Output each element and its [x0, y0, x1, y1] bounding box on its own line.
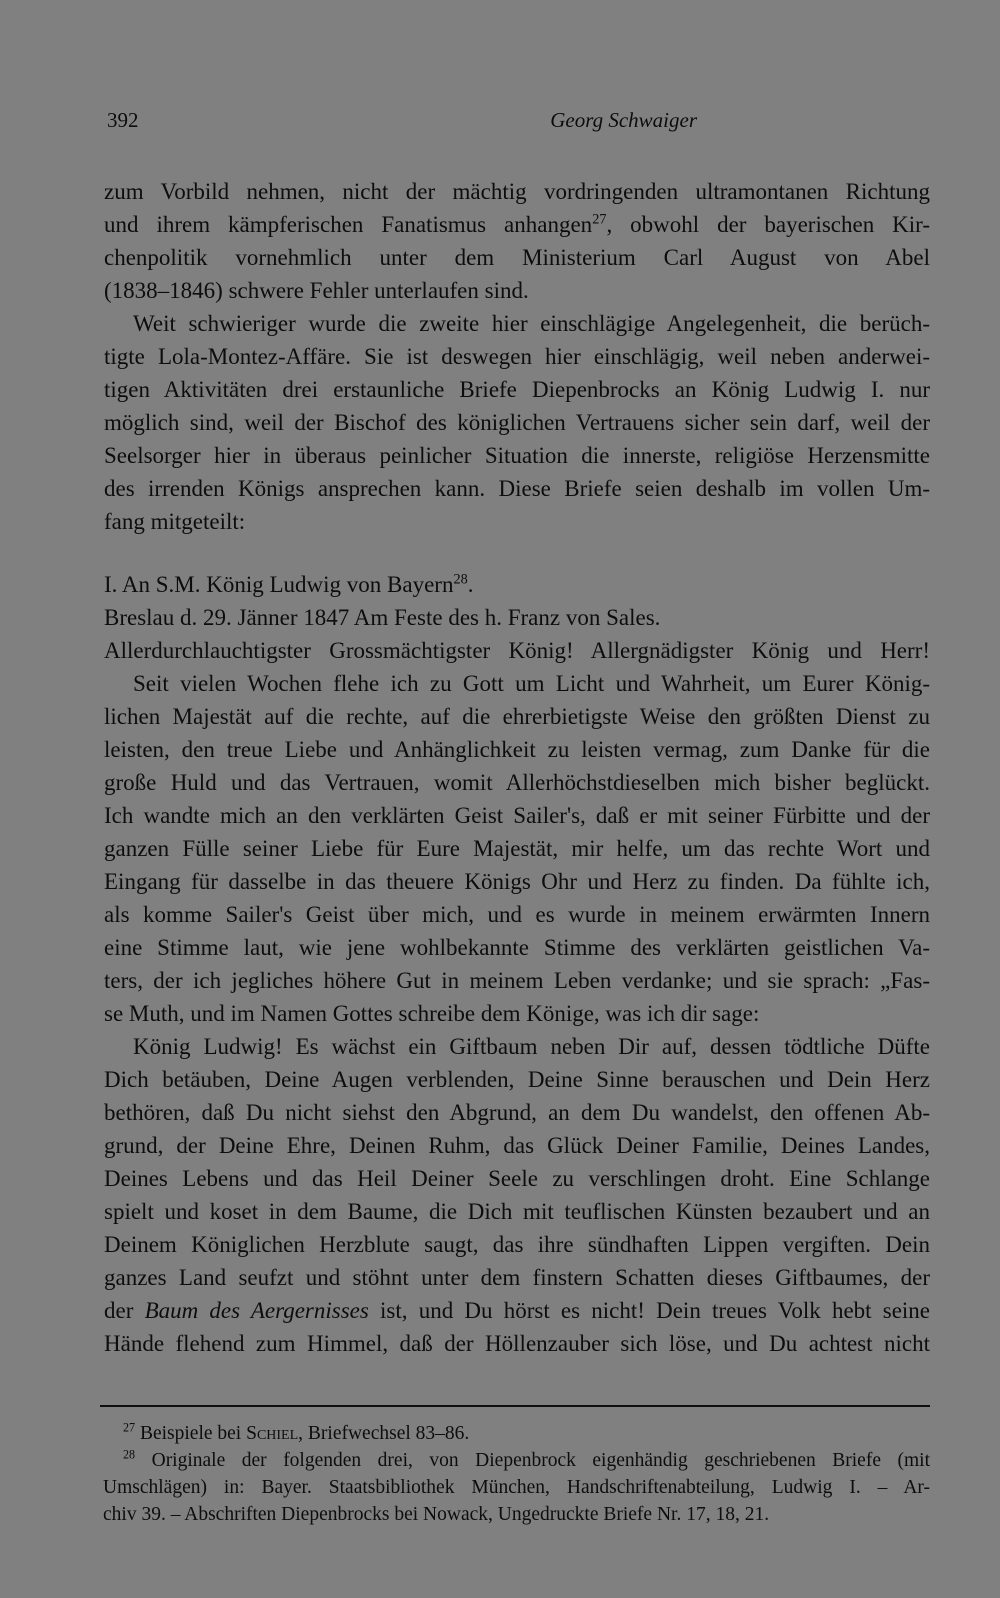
text-line: ganzen Fülle seiner Liebe für Eure Majestät, mir helfe, um das rechte Wort und — [104, 836, 930, 861]
text-line — [104, 208, 930, 241]
text-line: des irrenden Königs ansprechen kann. Diese Briefe seien deshalb im vollen Um- — [104, 476, 930, 501]
text-line: zum Vorbild nehmen, nicht der mächtig vordringenden ultramontanen Richtung — [104, 179, 930, 204]
text-fragment: . — [467, 572, 474, 597]
running-head: Georg Schwaiger — [550, 108, 697, 132]
text-fragment: ist, und Du hörst es nicht! Dein treues Volk hebt seine — [368, 1298, 930, 1323]
text-line: Deinem Königlichen Herzblute saugt, das ihre sündhaften Lippen vergiften. Dein — [104, 1232, 930, 1257]
text-fragment: I. An S.M. König Ludwig von Bayern — [104, 572, 454, 597]
text-line: große Huld und das Vertrauen, womit Allerhöchstdieselben mich bisher beglückt. — [104, 770, 930, 795]
body-text — [104, 175, 930, 1360]
letter-salutation: Allerdurchlauchtigster Grossmächtigster König! Allergnädigster König und Herr! — [104, 638, 930, 663]
footnote-28-line: Umschlägen) in: Bayer. Staatsbibliothek München, Handschriftenabteilung, Ludwig I. – Ar- — [103, 1477, 930, 1498]
letter-dateline: Breslau d. 29. Jänner 1847 Am Feste des h. Franz von Sales. — [104, 605, 661, 630]
text-fragment: und ihrem kämpferischen Fanatismus anhangen — [104, 212, 593, 237]
letter-heading — [104, 568, 930, 601]
footnotes — [103, 1420, 930, 1528]
page-header — [107, 108, 922, 148]
text-line: leisten, den treue Liebe und Anhänglichkeit zu leisten vermag, zum Danke für die — [104, 737, 930, 762]
text-line: (1838–1846) schwere Fehler unterlaufen sind. — [104, 278, 529, 303]
footnote-28 — [103, 1447, 930, 1474]
text-line: lichen Majestät auf die rechte, auf die ehrerbietigste Weise den größten Dienst zu — [104, 704, 930, 729]
text-line: Dich betäuben, Deine Augen verblenden, Deine Sinne berauschen und Dein Herz — [104, 1067, 930, 1092]
footnote-ref-27: 27 — [592, 211, 607, 228]
text-line: tigen Aktivitäten drei erstaunliche Briefe Diepenbrocks an König Ludwig I. nur — [104, 377, 930, 402]
page-number: 392 — [107, 108, 139, 132]
paragraph-gap — [104, 538, 930, 568]
text-line: Ich wandte mich an den verklärten Geist Sailer's, daß er mit seiner Fürbitte und der — [104, 803, 930, 828]
text-line: Seit vielen Wochen flehe ich zu Gott um Licht und Wahrheit, um Eurer König- — [133, 671, 930, 696]
text-line: als komme Sailer's Geist über mich, und es wurde in meinem erwärmten Innern — [104, 902, 930, 927]
text-fragment: , obwohl der bayerischen Kir- — [606, 212, 930, 237]
text-fragment: Beispiele bei — [139, 1423, 247, 1444]
text-fragment: der — [104, 1298, 145, 1323]
text-line: se Muth, und im Namen Gottes schreibe dem Königе, was ich dir sage: — [104, 1001, 760, 1026]
text-line: Seelsorger hier in überaus peinlicher Situation die innerste, religiöse Herzensmitte — [104, 443, 930, 468]
text-line: bethören, daß Du nicht siehst den Abgrund, an dem Du wandelst, den offenen Ab- — [104, 1100, 930, 1125]
text-line: chenpolitik vornehmlich unter dem Ministerium Carl August von Abel — [104, 245, 930, 270]
text-line: Deines Lebens und das Heil Deiner Seele zu verschlingen droht. Eine Schlange — [104, 1166, 930, 1191]
text-fragment: , Briefwechsel 83–86. — [298, 1423, 470, 1444]
text-line: König Ludwig! Es wächst ein Giftbaum neben Dir auf, dessen tödtliche Düfte — [133, 1034, 930, 1059]
footnote-number: 27 — [123, 1420, 136, 1435]
footnote-number: 28 — [123, 1447, 136, 1462]
text-line: ters, der ich jegliches höhere Gut in meinem Leben verdanke; und sie sprach: „Fas- — [104, 968, 930, 993]
text-line: möglich sind, weil der Bischof des königlichen Vertrauens sicher sein darf, weil der — [104, 410, 930, 435]
text-line: grund, der Deine Ehre, Deinen Ruhm, das Glück Deiner Familie, Deines Landes, — [104, 1133, 930, 1158]
footnote-divider — [100, 1405, 930, 1407]
footnote-28-line: chiv 39. – Abschriften Diepenbrocks bei Nowack, Ungedruckte Briefe Nr. 17, 18, 21. — [103, 1504, 770, 1525]
text-line: eine Stimme laut, wie jene wohlbekannte Stimme des verklärten geistlichen Va- — [104, 935, 930, 960]
text-line: Weit schwieriger wurde die zweite hier einschlägige Angelegenheit, die berüch- — [133, 311, 930, 336]
text-line: spielt und koset in dem Baume, die Dich mit teuflischen Künsten bezaubert und an — [104, 1199, 930, 1224]
footnote-ref-28: 28 — [453, 571, 468, 588]
text-line: tigte Lola-Montez-Affäre. Sie ist deswegen hier einschlägig, weil neben anderwei- — [104, 344, 930, 369]
text-line: Eingang für dasselbe in das theuere Königs Ohr und Herz zu finden. Da fühlte ich, — [104, 869, 930, 894]
text-line: ganzes Land seufzt und stöhnt unter dem finstern Schatten dieses Giftbaumes, der — [104, 1265, 930, 1290]
text-line: fang mitgeteilt: — [104, 509, 246, 534]
text-fragment: Originale der folgenden drei, von Diepenbrock eigenhändig geschriebenen Briefe (mit — [151, 1450, 930, 1471]
author-name: Schiel — [246, 1423, 299, 1444]
text-line: Hände flehend zum Himmel, daß der Höllenzauber sich löse, und Du achtest nicht — [104, 1331, 930, 1356]
text-line — [104, 1294, 930, 1327]
footnote-27 — [103, 1420, 930, 1447]
emphasis-text: Baum des Aergernisses — [144, 1298, 369, 1323]
